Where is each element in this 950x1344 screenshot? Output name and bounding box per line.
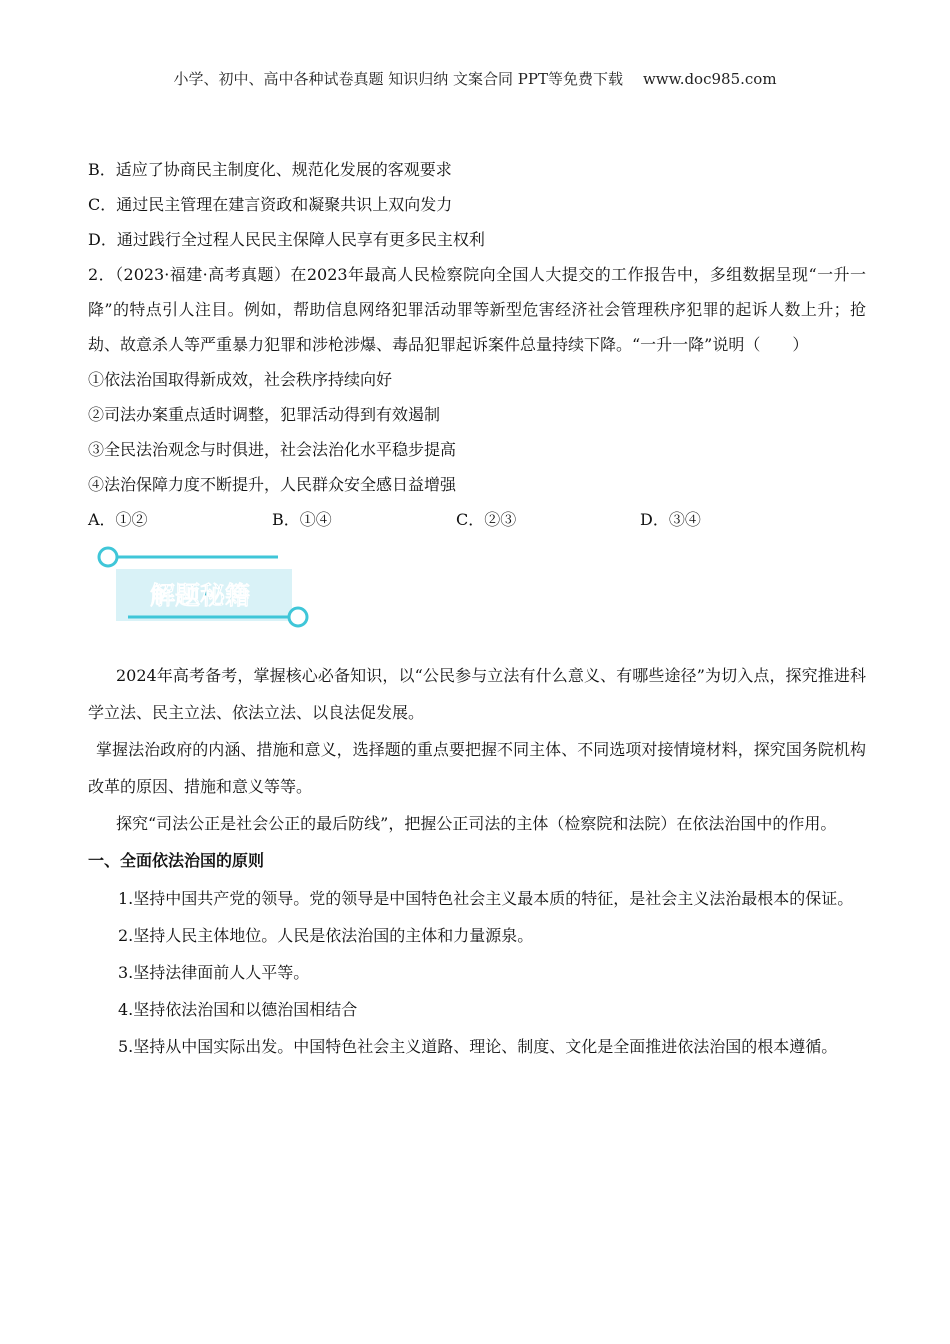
q2-choice-d: D．③④ bbox=[640, 510, 701, 529]
header-site-link[interactable]: www.doc985.com bbox=[642, 70, 777, 88]
q2-choice-c: C．②③ bbox=[456, 510, 517, 529]
principle-item-4: 4.坚持依法治国和以德治国相结合 bbox=[118, 1000, 358, 1019]
q2-choices bbox=[88, 502, 866, 537]
principle-item-5: 5.坚持从中国实际出发。中国特色社会主义道路、理论、制度、文化是全面推进依法治国的根本遵循。 bbox=[118, 1037, 838, 1056]
tip-paragraph-1: 2024年高考备考，掌握核心必备知识，以“公民参与立法有什么意义、有哪些途径”为切入点，探究推进科学立法、民主立法、依法立法、以良法促发展。 bbox=[88, 666, 866, 722]
tips-banner-graphic bbox=[88, 545, 328, 645]
tips-banner-title: 解题秘籍 bbox=[149, 581, 251, 610]
tip-paragraph-2: 掌握法治政府的内涵、措施和意义，选择题的重点要把握不同主体、不同选项对接情境材料，探究国务院机构改革的原因、措施和意义等等。 bbox=[88, 740, 866, 796]
q2-statement-3: ③全民法治观念与时俱进，社会法治化水平稳步提高 bbox=[88, 440, 457, 459]
page-header bbox=[0, 68, 950, 89]
q2-stem: 2．（2023·福建·高考真题）在2023年最高人民检察院向全国人大提交的工作报告中，多组数据呈现“一升一降”的特点引人注目。例如，帮助信息网络犯罪活动罪等新型危害经济社会管理秩序犯罪的起诉人数上升；抢劫、故意杀人等严重暴力犯罪和涉枪涉爆、毒品犯罪起诉案件总量持续下降。“一升一降”说明（ ） bbox=[88, 265, 866, 354]
q1-option-c: C．通过民主管理在建言资政和凝聚共识上双向发力 bbox=[88, 195, 453, 214]
q2-choice-a: A．①② bbox=[88, 510, 148, 529]
q2-statement-1: ①依法治国取得新成效，社会秩序持续向好 bbox=[88, 370, 393, 389]
principle-item-2: 2.坚持人民主体地位。人民是依法治国的主体和力量源泉。 bbox=[118, 926, 534, 945]
document-body bbox=[88, 152, 866, 1065]
header-text: 小学、初中、高中各种试卷真题 知识归纳 文案合同 PPT等免费下载 bbox=[173, 70, 623, 88]
section-heading: 一、全面依法治国的原则 bbox=[88, 851, 265, 870]
q2-statement-2: ②司法办案重点适时调整，犯罪活动得到有效遏制 bbox=[88, 405, 441, 424]
q2-statement-4: ④法治保障力度不断提升，人民群众安全感日益增强 bbox=[88, 475, 457, 494]
principle-item-1: 1.坚持中国共产党的领导。党的领导是中国特色社会主义最本质的特征，是社会主义法治最根本的保证。 bbox=[118, 889, 854, 908]
tips-banner bbox=[88, 545, 328, 645]
tip-paragraph-3: 探究“司法公正是社会公正的最后防线”，把握公正司法的主体（检察院和法院）在依法治国中的作用。 bbox=[116, 814, 837, 833]
q1-option-b: B．适应了协商民主制度化、规范化发展的客观要求 bbox=[88, 160, 452, 179]
q1-option-d: D．通过践行全过程人民民主保障人民享有更多民主权利 bbox=[88, 230, 485, 249]
q2-choice-b: B．①④ bbox=[272, 510, 332, 529]
principle-item-3: 3.坚持法律面前人人平等。 bbox=[118, 963, 310, 982]
